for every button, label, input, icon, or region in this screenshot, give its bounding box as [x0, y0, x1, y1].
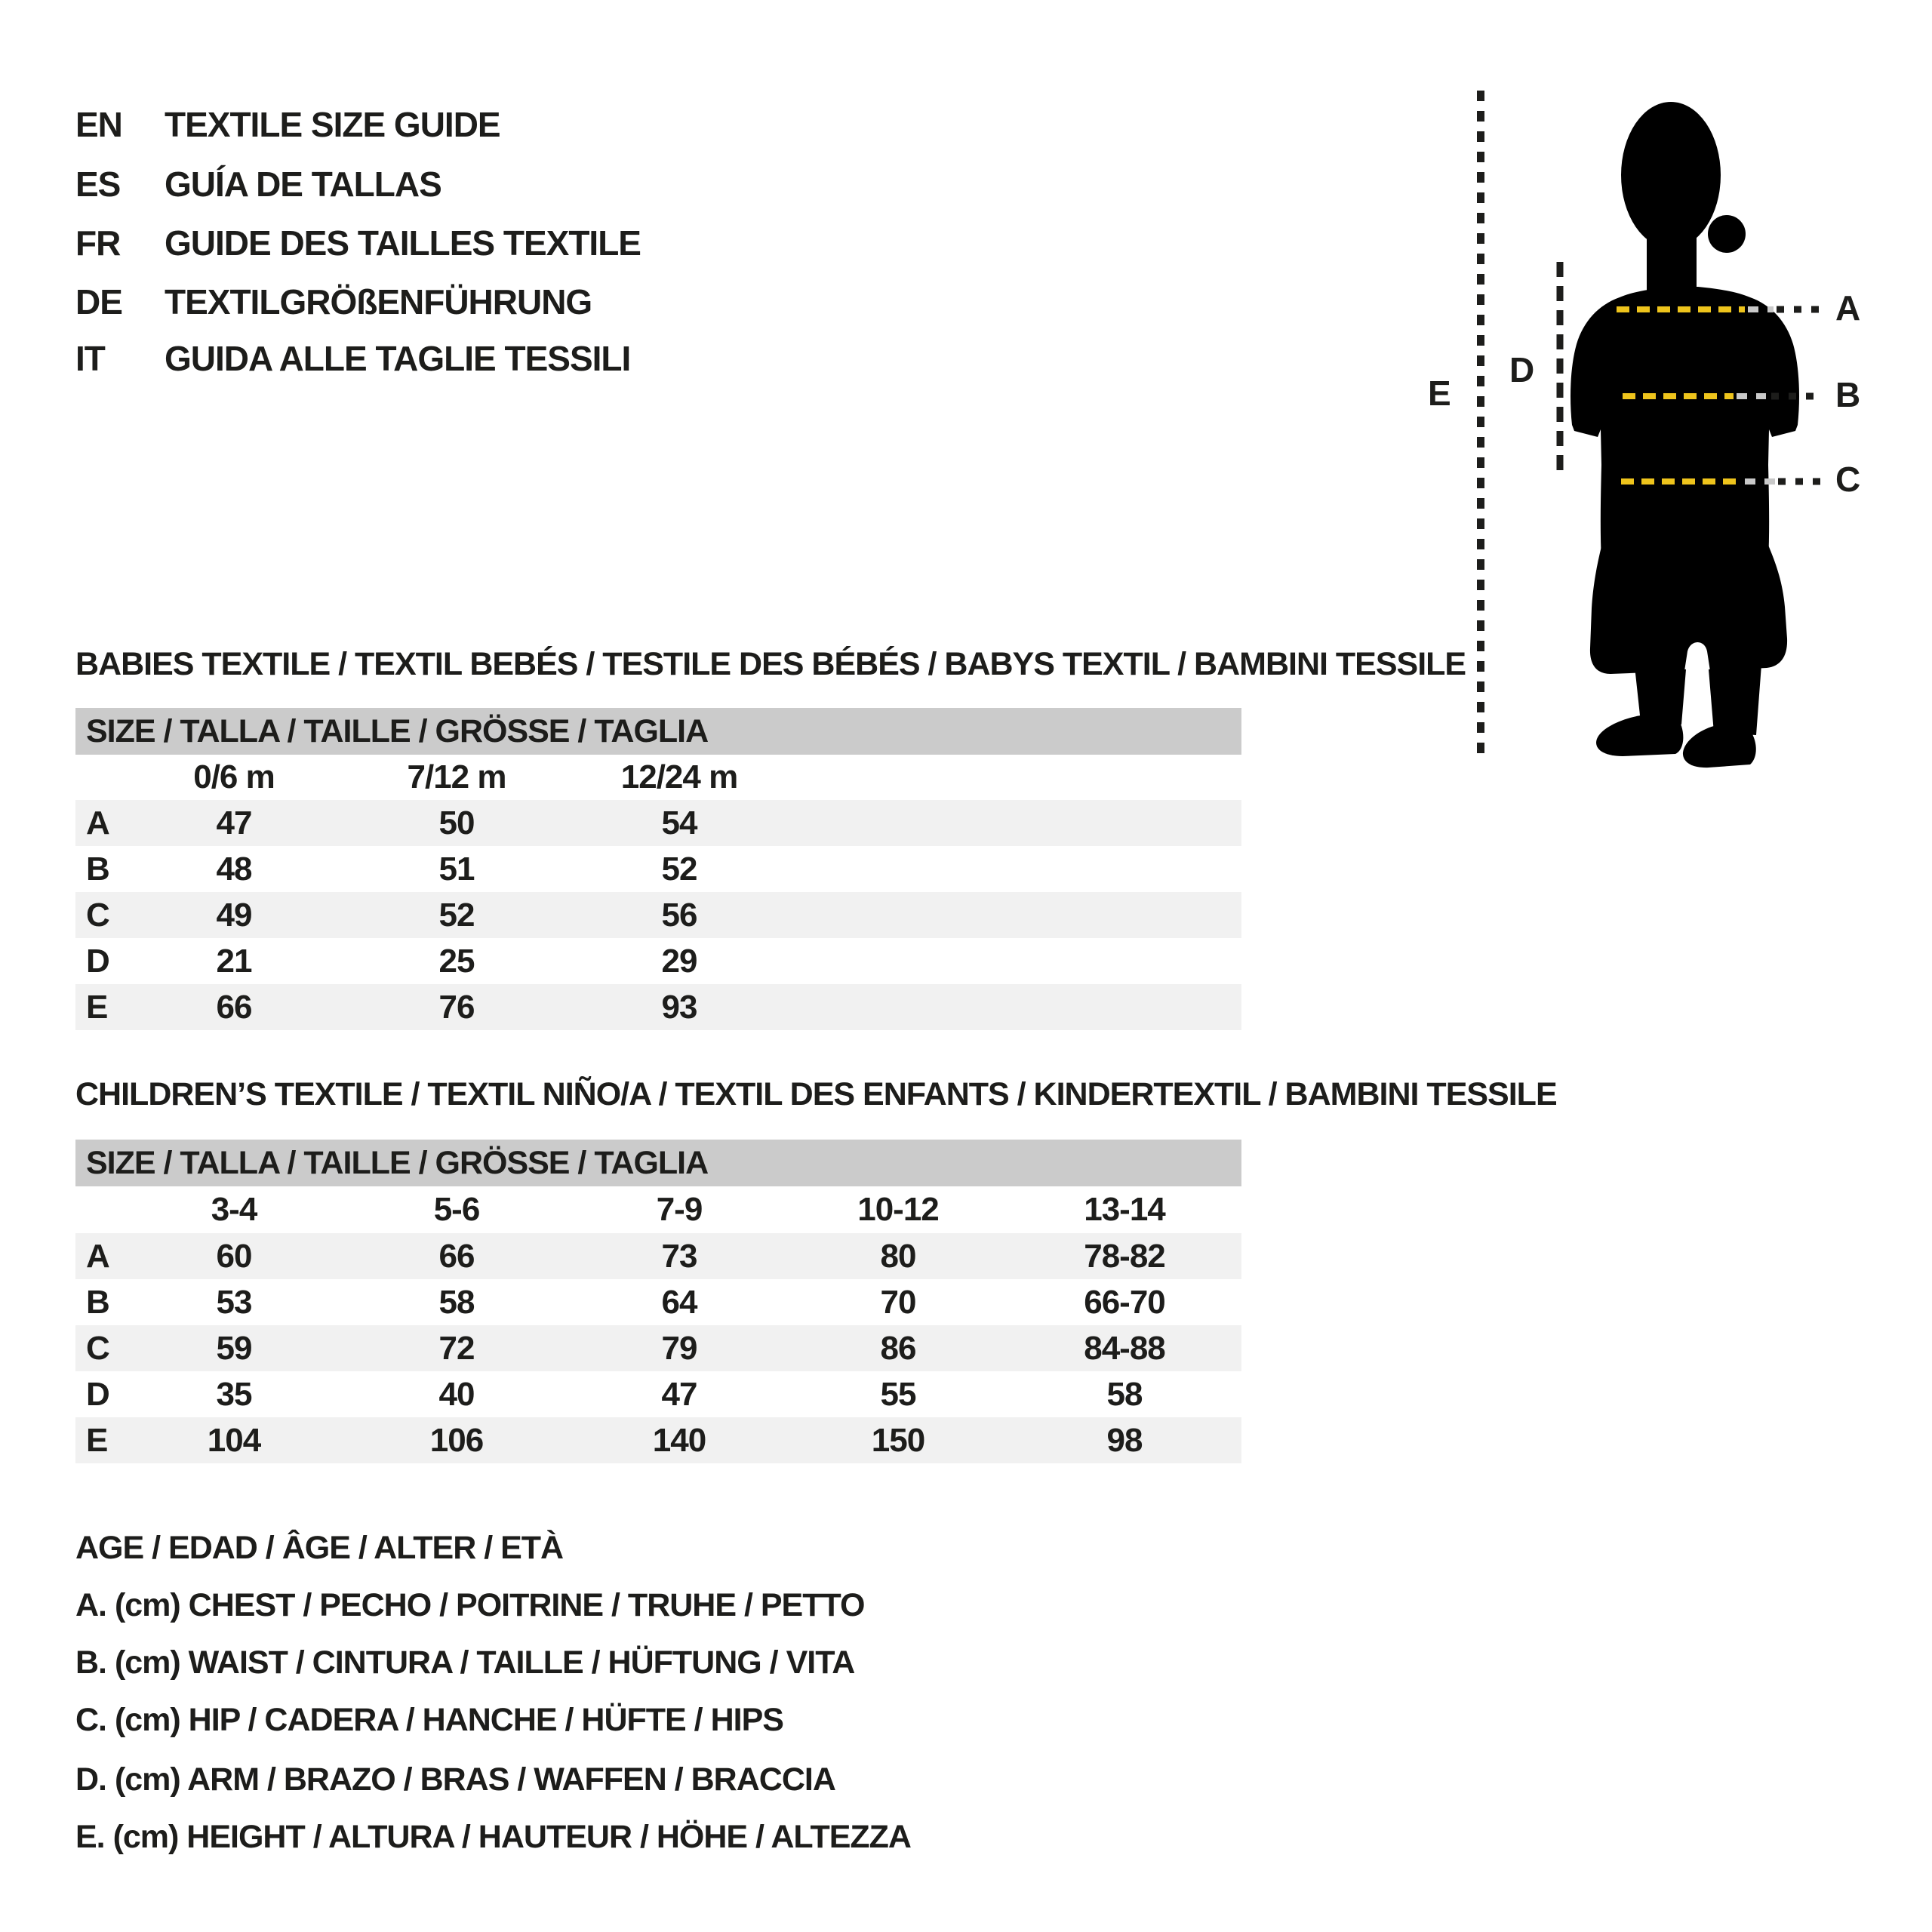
children-value-cell: 78-82	[1084, 1238, 1165, 1275]
babies-row-label: A	[86, 804, 110, 841]
babies-table-row	[75, 800, 1241, 846]
babies-row-label: E	[86, 989, 109, 1026]
babies-value-cell: 48	[216, 851, 252, 888]
shorts	[1590, 543, 1787, 674]
language-title: GUIDA ALLE TAGLIE TESSILI	[165, 339, 631, 378]
left-shoe	[1596, 715, 1683, 756]
measure-label-waist: B	[1835, 375, 1861, 414]
children-value-cell: 73	[661, 1238, 697, 1275]
babies-column-header-row	[75, 755, 1241, 800]
right-leg	[1709, 665, 1761, 735]
children-column-header: 7-9	[656, 1191, 703, 1228]
hair-bump	[1708, 215, 1746, 253]
child-silhouette-figure	[1381, 45, 1932, 800]
children-size-header-text: SIZE / TALLA / TAILLE / GRÖSSE / TAGLIA	[86, 1145, 709, 1181]
children-table-row	[75, 1417, 1241, 1463]
shirt	[1571, 287, 1799, 577]
child-silhouette	[1571, 102, 1799, 768]
children-column-header-row	[75, 1186, 1241, 1233]
children-row-label: D	[86, 1376, 110, 1413]
children-value-cell: 64	[661, 1284, 697, 1321]
language-title: GUIDE DES TAILLES TEXTILE	[165, 223, 641, 263]
children-value-cell: 70	[880, 1284, 916, 1321]
babies-section-title: BABIES TEXTILE / TEXTIL BEBÉS / TESTILE DES BÉBÉS / BABYS TEXTIL / BAMBINI TESSILE	[75, 646, 1466, 682]
babies-value-cell: 76	[438, 989, 475, 1026]
language-code: DE	[75, 282, 122, 321]
children-row-label: E	[86, 1422, 109, 1459]
measure-label-height: E	[1428, 374, 1451, 413]
babies-value-cell: 49	[216, 897, 252, 934]
babies-size-header-text: SIZE / TALLA / TAILLE / GRÖSSE / TAGLIA	[86, 713, 709, 749]
legend-line: D. (cm) ARM / BRAZO / BRAS / WAFFEN / BRACCIA	[75, 1761, 835, 1798]
babies-size-header-bar	[75, 708, 1241, 755]
children-value-cell: 84-88	[1084, 1330, 1165, 1367]
children-value-cell: 58	[438, 1284, 475, 1321]
legend-line: E. (cm) HEIGHT / ALTURA / HAUTEUR / HÖHE / ALTEZZA	[75, 1819, 911, 1855]
children-table-row	[75, 1371, 1241, 1417]
legend-line: A. (cm) CHEST / PECHO / POITRINE / TRUHE / PETTO	[75, 1587, 865, 1623]
language-code: ES	[75, 165, 121, 204]
babies-table-row	[75, 984, 1241, 1030]
language-row	[75, 280, 592, 324]
children-value-cell: 79	[661, 1330, 697, 1367]
babies-value-cell: 50	[438, 804, 475, 841]
babies-value-cell: 56	[661, 897, 697, 934]
children-value-cell: 86	[880, 1330, 916, 1367]
children-column-header: 13-14	[1084, 1191, 1165, 1228]
measure-label-arm: D	[1509, 350, 1535, 389]
legend-line: C. (cm) HIP / CADERA / HANCHE / HÜFTE / HIPS	[75, 1702, 783, 1738]
babies-table-row	[75, 938, 1241, 984]
children-value-cell: 80	[880, 1238, 916, 1275]
children-value-cell: 60	[216, 1238, 252, 1275]
children-size-header-bar	[75, 1140, 1241, 1186]
children-value-cell: 106	[429, 1422, 484, 1459]
language-row	[75, 221, 641, 265]
language-code: EN	[75, 105, 122, 144]
language-title: TEXTILGRÖßENFÜHRUNG	[165, 282, 592, 321]
babies-value-cell: 21	[216, 943, 252, 980]
babies-value-cell: 66	[216, 989, 252, 1026]
children-table-row	[75, 1233, 1241, 1279]
children-value-cell: 53	[216, 1284, 252, 1321]
language-code: IT	[75, 339, 105, 378]
babies-row-label: B	[86, 851, 110, 888]
children-value-cell: 66-70	[1084, 1284, 1165, 1321]
children-column-header: 5-6	[433, 1191, 480, 1228]
babies-value-cell: 54	[661, 804, 697, 841]
legend-line: AGE / EDAD / ÂGE / ALTER / ETÀ	[75, 1530, 564, 1566]
children-value-cell: 104	[207, 1422, 261, 1459]
children-value-cell: 72	[438, 1330, 475, 1367]
babies-row-label: C	[86, 897, 110, 934]
language-row	[75, 103, 500, 146]
language-title: GUÍA DE TALLAS	[165, 165, 441, 204]
children-value-cell: 40	[438, 1376, 475, 1413]
children-value-cell: 55	[880, 1376, 916, 1413]
babies-column-header: 7/12 m	[407, 758, 506, 795]
children-table-row	[75, 1325, 1241, 1371]
language-title: TEXTILE SIZE GUIDE	[165, 105, 500, 144]
children-value-cell: 66	[438, 1238, 475, 1275]
babies-row-label: D	[86, 943, 110, 980]
children-column-header: 3-4	[211, 1191, 257, 1228]
babies-column-header: 12/24 m	[620, 758, 738, 795]
children-value-cell: 98	[1106, 1422, 1143, 1459]
children-section-title: CHILDREN’S TEXTILE / TEXTIL NIÑO/A / TEXTIL DES ENFANTS / KINDERTEXTIL / BAMBINI TESSILE	[75, 1076, 1557, 1112]
babies-value-cell: 25	[438, 943, 475, 980]
babies-value-cell: 52	[661, 851, 697, 888]
babies-column-header: 0/6 m	[193, 758, 275, 795]
children-row-label: B	[86, 1284, 110, 1321]
children-value-cell: 140	[652, 1422, 706, 1459]
language-code: FR	[75, 223, 121, 263]
babies-value-cell: 29	[661, 943, 697, 980]
children-value-cell: 150	[871, 1422, 925, 1459]
children-row-label: A	[86, 1238, 110, 1275]
babies-value-cell: 51	[438, 851, 475, 888]
children-table-row	[75, 1279, 1241, 1325]
children-column-header: 10-12	[857, 1191, 939, 1228]
measure-label-hip: C	[1835, 460, 1861, 499]
children-value-cell: 58	[1106, 1376, 1143, 1413]
children-row-label: C	[86, 1330, 110, 1367]
language-row	[75, 337, 630, 380]
measure-label-chest: A	[1835, 288, 1861, 328]
babies-value-cell: 52	[438, 897, 475, 934]
children-value-cell: 47	[661, 1376, 697, 1413]
babies-value-cell: 47	[216, 804, 252, 841]
babies-table-row	[75, 892, 1241, 938]
right-shoe	[1683, 726, 1756, 768]
legend-line: B. (cm) WAIST / CINTURA / TAILLE / HÜFTUNG / VITA	[75, 1644, 855, 1681]
babies-table-row	[75, 846, 1241, 892]
children-value-cell: 35	[216, 1376, 252, 1413]
babies-value-cell: 93	[661, 989, 697, 1026]
language-row	[75, 162, 441, 206]
children-value-cell: 59	[216, 1330, 252, 1367]
